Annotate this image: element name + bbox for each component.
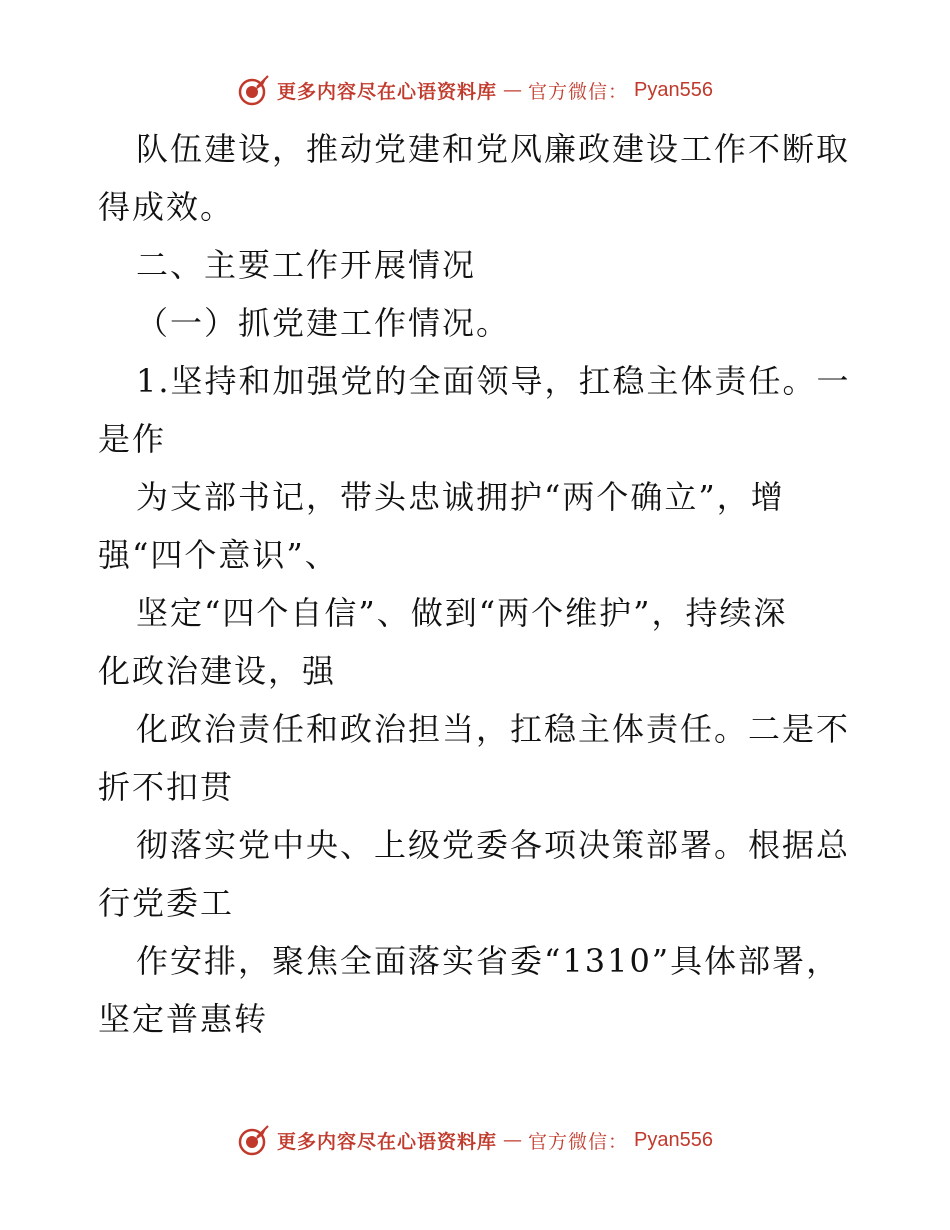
footer-watermark [0,1120,950,1160]
text-line: 坚定“四个自信”、做到“两个维护”，持续深 [136,594,788,632]
watermark-site-text: 更多内容尽在心语资料库 [277,80,498,103]
watermark-wechat-id: Pyan556 [634,1128,713,1151]
watermark-wechat-label: 官方微信： [528,1130,629,1153]
watermark-wechat-label: 官方微信： [528,80,629,103]
section-heading: 二、主要工作开展情况 [136,246,477,284]
subsection-heading: （一）抓党建工作情况。 [136,304,511,342]
text-line: 坚定普惠转 [98,1000,269,1038]
watermark-dash: — [503,1129,523,1151]
text-line: 1.坚持和加强党的全面领导，扛稳主体责任。一 [136,362,851,400]
document-body [98,120,858,1048]
text-line: 队伍建设，推动党建和党风廉政建设工作不断取 [136,130,851,168]
text-line: 强“四个意识”、 [98,536,339,574]
text-line: 作安排，聚焦全面落实省委“1310”具体部署， [136,942,841,980]
quill-logo-icon [237,73,271,107]
text-line: 折不扣贯 [98,768,235,806]
text-line: 彻落实党中央、上级党委各项决策部署。根据总 [136,826,851,864]
text-line: 行党委工 [98,884,235,922]
text-line: 化政治建设，强 [98,652,337,690]
watermark-site-text: 更多内容尽在心语资料库 [277,1130,498,1153]
text-line: 为支部书记，带头忠诚拥护“两个确立”，增 [136,478,785,516]
quill-logo-icon [237,1123,271,1157]
header-watermark [0,70,950,110]
watermark-dash: — [503,79,523,101]
text-line: 是作 [98,420,167,458]
watermark-wechat-id: Pyan556 [634,78,713,101]
text-line: 得成效。 [98,188,235,226]
text-line: 化政治责任和政治担当，扛稳主体责任。二是不 [136,710,851,748]
